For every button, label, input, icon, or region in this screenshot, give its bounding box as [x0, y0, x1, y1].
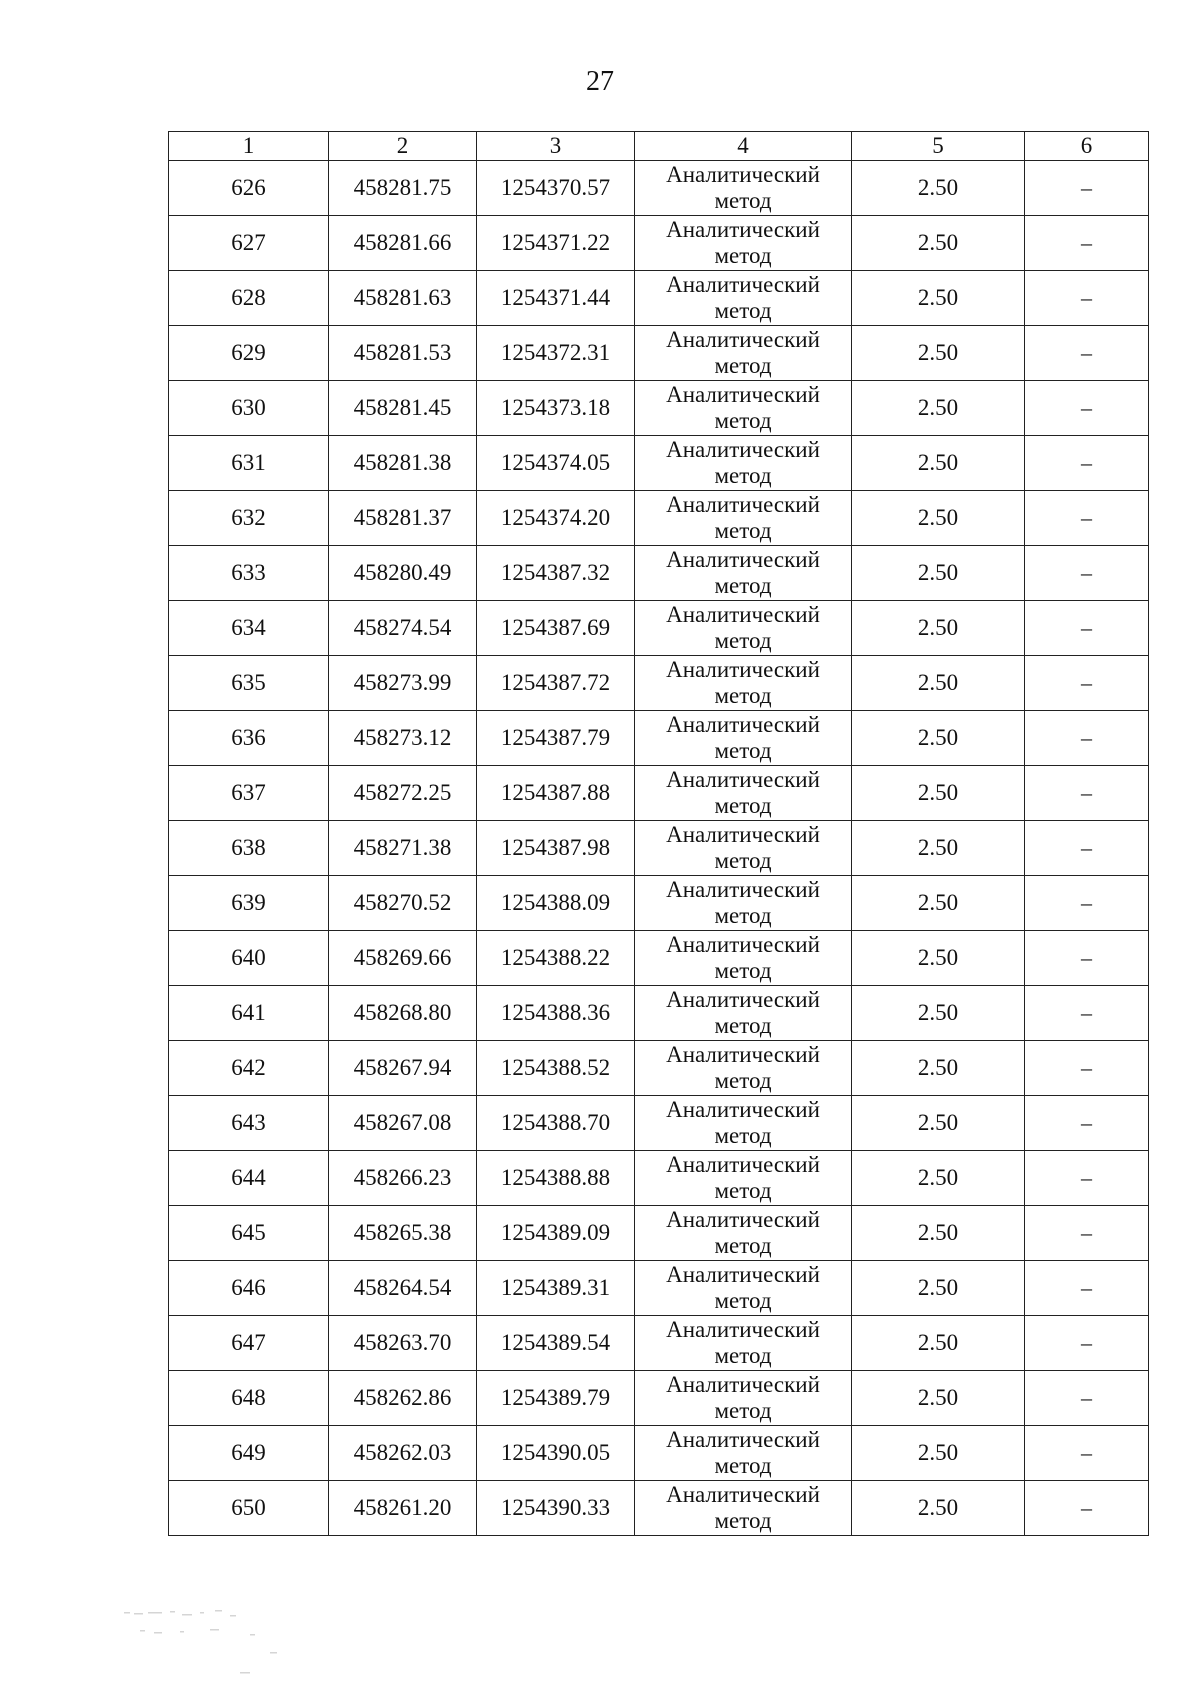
cell-note: –	[1025, 436, 1149, 491]
table-row	[169, 326, 1149, 381]
cell-y-coordinate: 1254374.20	[477, 491, 635, 546]
cell-method: Аналитический метод	[635, 546, 852, 601]
cell-method: Аналитический метод	[635, 601, 852, 656]
cell-x-coordinate: 458266.23	[329, 1151, 477, 1206]
table-row	[169, 711, 1149, 766]
cell-note: –	[1025, 601, 1149, 656]
table-row	[169, 271, 1149, 326]
cell-x-coordinate: 458280.49	[329, 546, 477, 601]
cell-accuracy: 2.50	[852, 1481, 1025, 1536]
cell-note: –	[1025, 986, 1149, 1041]
cell-x-coordinate: 458273.12	[329, 711, 477, 766]
cell-accuracy: 2.50	[852, 931, 1025, 986]
cell-method: Аналитический метод	[635, 821, 852, 876]
cell-y-coordinate: 1254389.54	[477, 1316, 635, 1371]
cell-x-coordinate: 458264.54	[329, 1261, 477, 1316]
cell-point-number: 630	[169, 381, 329, 436]
cell-point-number: 644	[169, 1151, 329, 1206]
table-row	[169, 821, 1149, 876]
table-header	[169, 132, 1149, 161]
cell-y-coordinate: 1254388.70	[477, 1096, 635, 1151]
cell-point-number: 626	[169, 161, 329, 216]
header-col-2: 2	[329, 132, 477, 161]
cell-note: –	[1025, 1316, 1149, 1371]
cell-y-coordinate: 1254388.36	[477, 986, 635, 1041]
cell-x-coordinate: 458269.66	[329, 931, 477, 986]
cell-point-number: 647	[169, 1316, 329, 1371]
cell-accuracy: 2.50	[852, 1096, 1025, 1151]
cell-accuracy: 2.50	[852, 216, 1025, 271]
cell-note: –	[1025, 1261, 1149, 1316]
table-row	[169, 491, 1149, 546]
table-row	[169, 876, 1149, 931]
cell-x-coordinate: 458273.99	[329, 656, 477, 711]
cell-x-coordinate: 458261.20	[329, 1481, 477, 1536]
cell-accuracy: 2.50	[852, 876, 1025, 931]
cell-method: Аналитический метод	[635, 1096, 852, 1151]
cell-y-coordinate: 1254389.09	[477, 1206, 635, 1261]
cell-accuracy: 2.50	[852, 601, 1025, 656]
cell-note: –	[1025, 1426, 1149, 1481]
cell-x-coordinate: 458281.66	[329, 216, 477, 271]
table-row	[169, 436, 1149, 491]
cell-point-number: 628	[169, 271, 329, 326]
cell-accuracy: 2.50	[852, 656, 1025, 711]
table-row	[169, 381, 1149, 436]
cell-method: Аналитический метод	[635, 876, 852, 931]
cell-point-number: 642	[169, 1041, 329, 1096]
cell-x-coordinate: 458281.53	[329, 326, 477, 381]
cell-point-number: 638	[169, 821, 329, 876]
cell-y-coordinate: 1254370.57	[477, 161, 635, 216]
cell-point-number: 629	[169, 326, 329, 381]
cell-note: –	[1025, 931, 1149, 986]
cell-x-coordinate: 458262.86	[329, 1371, 477, 1426]
cell-accuracy: 2.50	[852, 381, 1025, 436]
cell-method: Аналитический метод	[635, 656, 852, 711]
cell-method: Аналитический метод	[635, 986, 852, 1041]
cell-point-number: 627	[169, 216, 329, 271]
cell-x-coordinate: 458265.38	[329, 1206, 477, 1261]
cell-method: Аналитический метод	[635, 436, 852, 491]
cell-accuracy: 2.50	[852, 436, 1025, 491]
table-row	[169, 656, 1149, 711]
cell-accuracy: 2.50	[852, 161, 1025, 216]
table-row	[169, 216, 1149, 271]
coordinates-table	[168, 131, 1149, 1536]
header-col-1: 1	[169, 132, 329, 161]
cell-y-coordinate: 1254388.88	[477, 1151, 635, 1206]
cell-point-number: 639	[169, 876, 329, 931]
cell-y-coordinate: 1254389.79	[477, 1371, 635, 1426]
cell-point-number: 645	[169, 1206, 329, 1261]
cell-method: Аналитический метод	[635, 1206, 852, 1261]
table-row	[169, 546, 1149, 601]
cell-accuracy: 2.50	[852, 1041, 1025, 1096]
table-row	[169, 766, 1149, 821]
cell-point-number: 646	[169, 1261, 329, 1316]
cell-note: –	[1025, 1151, 1149, 1206]
cell-method: Аналитический метод	[635, 381, 852, 436]
cell-note: –	[1025, 216, 1149, 271]
cell-accuracy: 2.50	[852, 986, 1025, 1041]
cell-point-number: 649	[169, 1426, 329, 1481]
cell-method: Аналитический метод	[635, 1426, 852, 1481]
cell-y-coordinate: 1254387.32	[477, 546, 635, 601]
cell-y-coordinate: 1254387.69	[477, 601, 635, 656]
cell-method: Аналитический метод	[635, 271, 852, 326]
cell-method: Аналитический метод	[635, 491, 852, 546]
cell-point-number: 635	[169, 656, 329, 711]
cell-y-coordinate: 1254374.05	[477, 436, 635, 491]
cell-x-coordinate: 458271.38	[329, 821, 477, 876]
table-row	[169, 1096, 1149, 1151]
cell-method: Аналитический метод	[635, 711, 852, 766]
cell-y-coordinate: 1254387.79	[477, 711, 635, 766]
cell-accuracy: 2.50	[852, 1371, 1025, 1426]
table-body	[169, 161, 1149, 1536]
table-row	[169, 931, 1149, 986]
page-number: 27	[586, 66, 614, 97]
cell-x-coordinate: 458274.54	[329, 601, 477, 656]
cell-point-number: 631	[169, 436, 329, 491]
cell-method: Аналитический метод	[635, 1481, 852, 1536]
cell-note: –	[1025, 766, 1149, 821]
cell-note: –	[1025, 1041, 1149, 1096]
cell-accuracy: 2.50	[852, 766, 1025, 821]
table-row	[169, 1316, 1149, 1371]
cell-point-number: 634	[169, 601, 329, 656]
cell-method: Аналитический метод	[635, 1151, 852, 1206]
cell-note: –	[1025, 381, 1149, 436]
cell-x-coordinate: 458281.63	[329, 271, 477, 326]
cell-accuracy: 2.50	[852, 821, 1025, 876]
table-row	[169, 1426, 1149, 1481]
cell-note: –	[1025, 1096, 1149, 1151]
cell-y-coordinate: 1254388.09	[477, 876, 635, 931]
cell-note: –	[1025, 1206, 1149, 1261]
cell-point-number: 636	[169, 711, 329, 766]
cell-accuracy: 2.50	[852, 1426, 1025, 1481]
cell-method: Аналитический метод	[635, 1041, 852, 1096]
cell-accuracy: 2.50	[852, 711, 1025, 766]
cell-x-coordinate: 458270.52	[329, 876, 477, 931]
cell-y-coordinate: 1254387.72	[477, 656, 635, 711]
cell-y-coordinate: 1254373.18	[477, 381, 635, 436]
cell-method: Аналитический метод	[635, 326, 852, 381]
cell-x-coordinate: 458268.80	[329, 986, 477, 1041]
cell-y-coordinate: 1254387.88	[477, 766, 635, 821]
scan-artifact	[120, 1582, 360, 1682]
cell-y-coordinate: 1254390.05	[477, 1426, 635, 1481]
table-row	[169, 161, 1149, 216]
cell-note: –	[1025, 711, 1149, 766]
cell-point-number: 640	[169, 931, 329, 986]
cell-method: Аналитический метод	[635, 1261, 852, 1316]
cell-y-coordinate: 1254371.22	[477, 216, 635, 271]
cell-note: –	[1025, 876, 1149, 931]
cell-x-coordinate: 458281.75	[329, 161, 477, 216]
table-row	[169, 1206, 1149, 1261]
cell-y-coordinate: 1254387.98	[477, 821, 635, 876]
cell-note: –	[1025, 546, 1149, 601]
cell-y-coordinate: 1254388.22	[477, 931, 635, 986]
cell-x-coordinate: 458272.25	[329, 766, 477, 821]
cell-y-coordinate: 1254389.31	[477, 1261, 635, 1316]
cell-x-coordinate: 458267.94	[329, 1041, 477, 1096]
cell-x-coordinate: 458263.70	[329, 1316, 477, 1371]
cell-point-number: 648	[169, 1371, 329, 1426]
cell-method: Аналитический метод	[635, 1316, 852, 1371]
cell-x-coordinate: 458281.37	[329, 491, 477, 546]
cell-note: –	[1025, 1481, 1149, 1536]
table-row	[169, 1481, 1149, 1536]
table-row	[169, 1261, 1149, 1316]
table-row	[169, 1151, 1149, 1206]
cell-point-number: 633	[169, 546, 329, 601]
cell-note: –	[1025, 161, 1149, 216]
cell-method: Аналитический метод	[635, 161, 852, 216]
cell-x-coordinate: 458281.38	[329, 436, 477, 491]
cell-method: Аналитический метод	[635, 216, 852, 271]
cell-x-coordinate: 458267.08	[329, 1096, 477, 1151]
table-row	[169, 1371, 1149, 1426]
header-col-4: 4	[635, 132, 852, 161]
header-col-5: 5	[852, 132, 1025, 161]
cell-x-coordinate: 458281.45	[329, 381, 477, 436]
cell-y-coordinate: 1254390.33	[477, 1481, 635, 1536]
header-col-3: 3	[477, 132, 635, 161]
cell-accuracy: 2.50	[852, 491, 1025, 546]
header-col-6: 6	[1025, 132, 1149, 161]
cell-method: Аналитический метод	[635, 931, 852, 986]
cell-accuracy: 2.50	[852, 1151, 1025, 1206]
cell-note: –	[1025, 1371, 1149, 1426]
cell-point-number: 650	[169, 1481, 329, 1536]
cell-method: Аналитический метод	[635, 766, 852, 821]
cell-point-number: 632	[169, 491, 329, 546]
table-row	[169, 1041, 1149, 1096]
cell-accuracy: 2.50	[852, 546, 1025, 601]
cell-y-coordinate: 1254372.31	[477, 326, 635, 381]
cell-y-coordinate: 1254388.52	[477, 1041, 635, 1096]
table-row	[169, 986, 1149, 1041]
table-row	[169, 601, 1149, 656]
cell-note: –	[1025, 821, 1149, 876]
cell-accuracy: 2.50	[852, 271, 1025, 326]
cell-note: –	[1025, 326, 1149, 381]
cell-method: Аналитический метод	[635, 1371, 852, 1426]
cell-accuracy: 2.50	[852, 1316, 1025, 1371]
cell-point-number: 637	[169, 766, 329, 821]
cell-point-number: 643	[169, 1096, 329, 1151]
cell-accuracy: 2.50	[852, 1206, 1025, 1261]
cell-note: –	[1025, 491, 1149, 546]
cell-accuracy: 2.50	[852, 1261, 1025, 1316]
cell-note: –	[1025, 656, 1149, 711]
header-row	[169, 132, 1149, 161]
cell-point-number: 641	[169, 986, 329, 1041]
cell-note: –	[1025, 271, 1149, 326]
cell-accuracy: 2.50	[852, 326, 1025, 381]
cell-x-coordinate: 458262.03	[329, 1426, 477, 1481]
cell-y-coordinate: 1254371.44	[477, 271, 635, 326]
